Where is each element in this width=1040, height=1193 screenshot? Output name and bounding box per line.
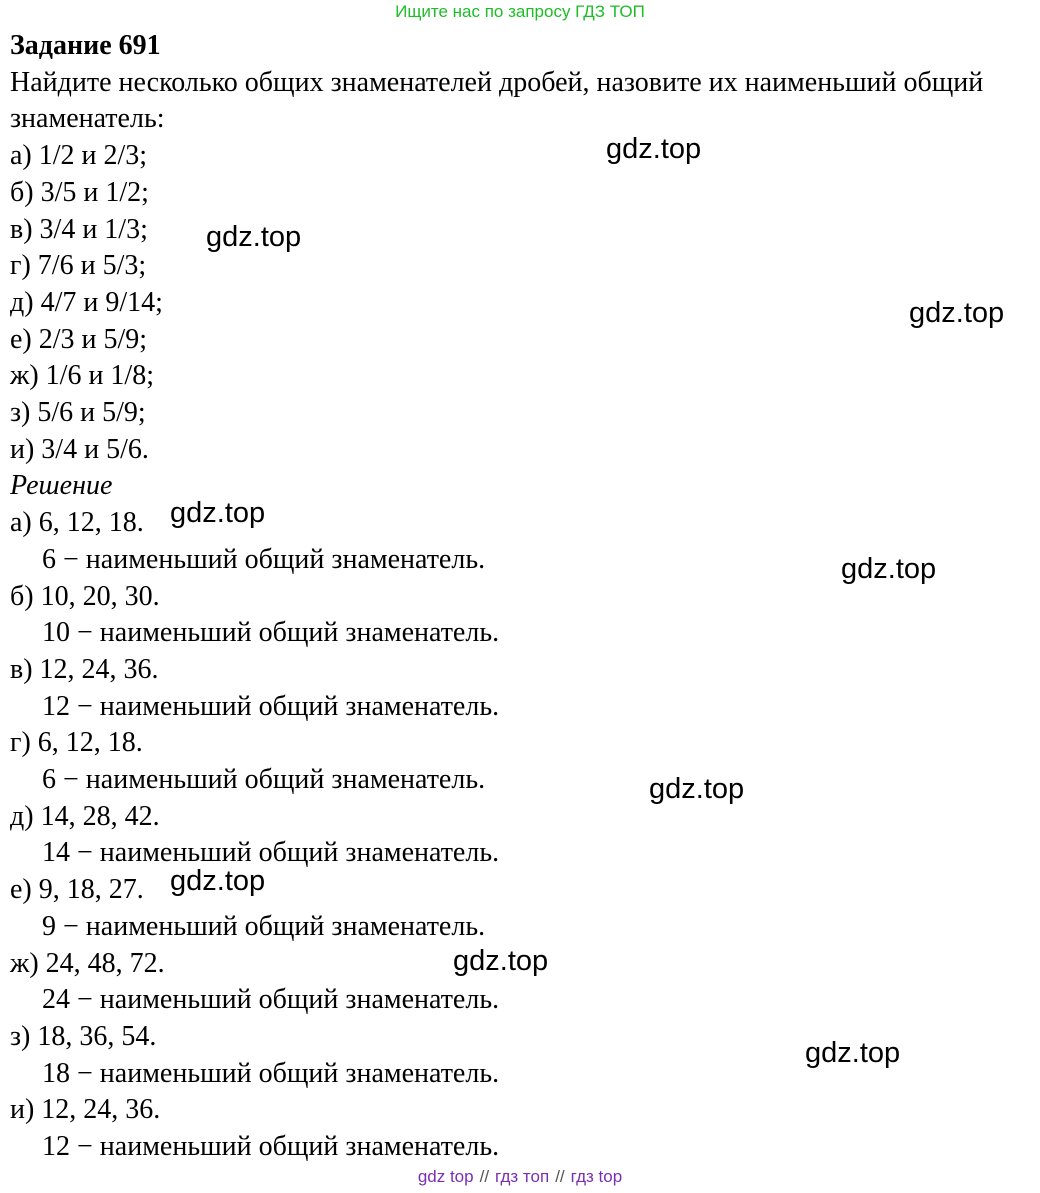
answer-note: 9 − наименьший общий знаменатель. [42,910,486,942]
task-item: е) 2/3 и 5/9; [10,323,148,355]
task-item: и) 3/4 и 5/6. [10,433,149,465]
answer-line: и) 12, 24, 36. [10,1094,161,1126]
answer-note: 6 − наименьший общий знаменатель. [42,764,486,796]
answer-line: ж) 24, 48, 72. [10,947,165,979]
task-item: з) 5/6 и 5/9; [10,397,146,429]
top-banner[interactable]: Ищите нас по запросу ГДЗ ТОП [395,2,645,21]
footer-link[interactable]: гдз топ [495,1167,550,1186]
answer-note: 12 − наименьший общий знаменатель. [42,1131,500,1163]
answer-line: е) 9, 18, 27. [10,874,144,906]
watermark: gdz.top [170,497,266,529]
footer-link[interactable]: гдз top [570,1167,623,1186]
answer-line: в) 12, 24, 36. [10,653,159,685]
watermark: gdz.top [805,1037,901,1069]
watermark: gdz.top [170,865,266,897]
task-item: а) 1/2 и 2/3; [10,140,148,172]
answer-line: д) 14, 28, 42. [10,800,160,832]
task-item: д) 4/7 и 9/14; [10,286,163,318]
task-item: в) 3/4 и 1/3; [10,213,148,245]
watermark: gdz.top [909,297,1005,329]
answer-note: 10 − наименьший общий знаменатель. [42,617,500,649]
footer-link[interactable]: gdz top [417,1167,474,1186]
footer-separator: // [479,1167,490,1186]
footer [0,1167,1040,1187]
answer-line: г) 6, 12, 18. [10,727,143,759]
watermark: gdz.top [649,773,745,805]
document-content [10,28,1035,1166]
watermark: gdz.top [453,945,549,977]
solution-heading: Решение [10,470,113,502]
answer-note: 24 − наименьший общий знаменатель. [42,984,500,1016]
watermark: gdz.top [206,221,302,253]
task-item: г) 7/6 и 5/3; [10,250,147,282]
watermark: gdz.top [606,133,702,165]
task-title: Задание 691 [10,30,161,61]
answer-note: 6 − наименьший общий знаменатель. [42,543,486,575]
task-item: ж) 1/6 и 1/8; [10,360,154,392]
task-description: Найдите несколько общих знаменателей дробей, назовите их наименьший общий знаменатель: [10,66,984,135]
answer-note: 12 − наименьший общий знаменатель. [42,690,500,722]
answer-note: 14 − наименьший общий знаменатель. [42,837,500,869]
answer-note: 18 − наименьший общий знаменатель. [42,1057,500,1089]
footer-separator: // [555,1167,565,1186]
task-item: б) 3/5 и 1/2; [10,176,149,208]
watermark: gdz.top [841,553,937,585]
answer-line: б) 10, 20, 30. [10,580,160,612]
answer-line: з) 18, 36, 54. [10,1020,157,1052]
answer-line: а) 6, 12, 18. [10,507,144,539]
